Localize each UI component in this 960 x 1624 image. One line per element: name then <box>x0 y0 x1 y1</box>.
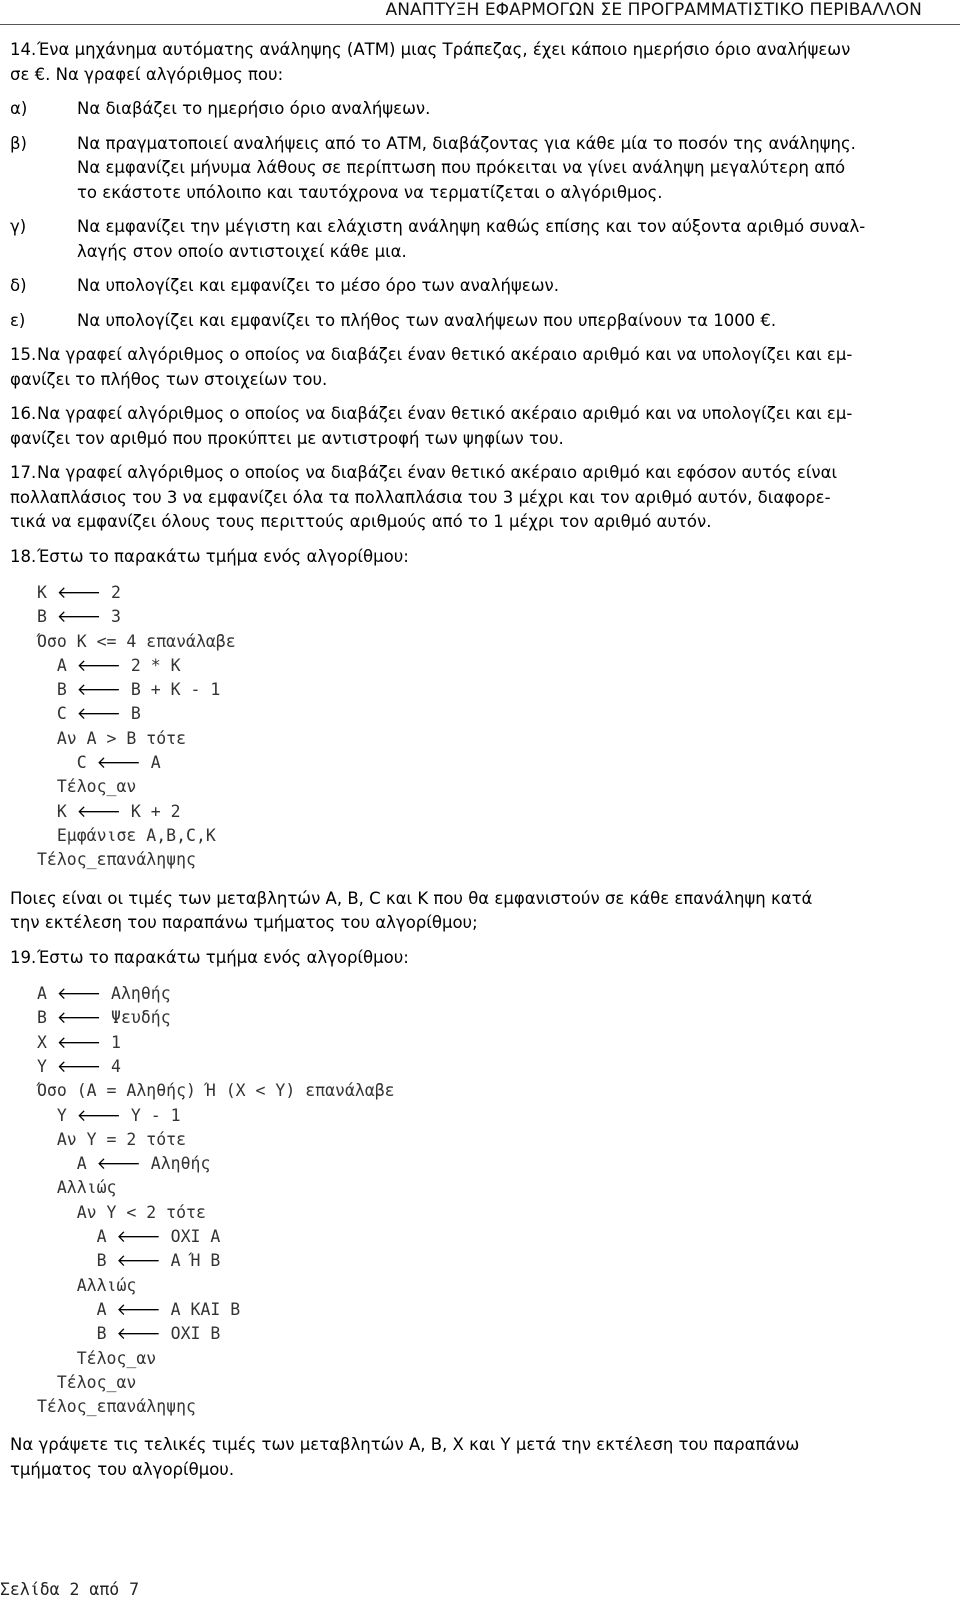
assign-arrow-icon: 🡐 <box>56 984 102 1004</box>
question-17 <box>10 461 930 535</box>
subitem-label: γ) <box>10 217 27 236</box>
code-line <box>37 1006 930 1030</box>
code-line <box>37 1152 930 1176</box>
code-text: Αν Υ < 2 τότε <box>37 1202 206 1222</box>
header-rule <box>0 24 960 25</box>
code-line <box>37 1371 930 1395</box>
code-text: Α <box>37 655 77 675</box>
question-text: Να γραφεί αλγόριθμος ο οποίος να διαβάζει έναν θετικό ακέραιο αριθμό και εφόσον αυτός είναι <box>37 463 838 482</box>
assign-arrow-icon: 🡐 <box>56 607 102 627</box>
question-text: Έστω το παρακάτω τμήμα ενός αλγορίθμου: <box>37 947 409 967</box>
assign-arrow-icon: 🡐 <box>76 1105 121 1125</box>
code-text: Β <box>37 607 57 627</box>
code-line <box>37 702 930 726</box>
code-text: Ψευδής <box>101 1008 171 1028</box>
code-text: Χ <box>37 1032 57 1052</box>
code-line <box>37 1079 930 1103</box>
code-text: 4 <box>101 1056 121 1076</box>
code-block <box>37 581 930 873</box>
code-line <box>37 727 930 751</box>
code-text: Όσο Κ <= 4 επανάλαβε <box>37 631 236 651</box>
code-line <box>37 800 930 824</box>
code-line <box>37 678 930 702</box>
code-line <box>37 1298 930 1322</box>
assign-arrow-icon: 🡐 <box>116 1251 161 1271</box>
subitem-label: ε) <box>10 310 26 330</box>
subitem-c <box>10 215 930 264</box>
question-text: φανίζει τον αριθμό που προκύπτει με αντιστροφή των ψηφίων του. <box>10 428 564 448</box>
code-line <box>37 1322 930 1346</box>
code-text: Β <box>37 1251 117 1271</box>
question-18 <box>10 545 930 936</box>
code-text: Τέλος_αν <box>37 777 137 797</box>
code-line <box>37 1201 930 1225</box>
code-text: Αν Υ = 2 τότε <box>37 1129 187 1149</box>
subitem-label: β) <box>10 133 27 153</box>
assign-arrow-icon: 🡐 <box>56 1056 102 1076</box>
code-line <box>37 824 930 848</box>
question-19 <box>10 946 930 1483</box>
code-text: Α <box>37 984 57 1004</box>
code-line <box>37 1176 930 1200</box>
code-line <box>37 630 930 654</box>
code-line <box>37 751 930 775</box>
code-text: Κ <box>37 583 57 602</box>
question-number: 18. <box>10 546 37 566</box>
assign-arrow-icon: 🡐 <box>116 1324 161 1344</box>
question-number: 19. <box>10 947 37 967</box>
subitem-label: δ) <box>10 276 27 295</box>
question-text: φανίζει το πλήθος των στοιχείων του. <box>10 369 328 389</box>
assign-arrow-icon: 🡐 <box>56 583 102 602</box>
subitem-label: α) <box>10 99 28 118</box>
running-header: ΑΝΑΠΤΥΞΗ ΕΦΑΡΜΟΓΩΝ ΣΕ ΠΡΟΓΡΑΜΜΑΤΙΣΤΙΚΟ ΠΕΡΙΒΑΛΛΟΝ <box>385 0 922 20</box>
code-line <box>37 654 930 678</box>
code-text: Α <box>140 753 161 773</box>
question-text: πολλαπλάσιος του 3 να εμφανίζει όλα τα πολλαπλάσια του 3 μέχρι και τον αριθμό αυτόν, διαφορε- <box>10 487 831 507</box>
subitem-text: Να εμφανίζει την μέγιστη και ελάχιστη ανάληψη καθώς επίσης και τον αύξοντα αριθμό συναλ- <box>77 217 866 236</box>
assign-arrow-icon: 🡐 <box>76 655 121 675</box>
code-line <box>37 775 930 799</box>
code-text: Αληθής <box>101 984 171 1004</box>
code-text: Β <box>37 1008 57 1028</box>
code-text: ΟΧΙ Β <box>160 1324 221 1344</box>
subitem-text: το εκάστοτε υπόλοιπο και ταυτόχρονα να τερματίζεται ο αλγόριθμος. <box>77 182 663 202</box>
assign-arrow-icon: 🡐 <box>56 1008 102 1028</box>
question-number: 15. <box>10 345 37 364</box>
code-text: Κ <box>37 801 77 821</box>
code-text: Όσο (Α = Αληθής) Ή (Χ < Υ) επανάλαβε <box>37 1081 395 1101</box>
assign-arrow-icon: 🡐 <box>96 753 141 773</box>
assign-arrow-icon: 🡐 <box>76 704 121 724</box>
question-text: σε €. Να γραφεί αλγόριθμος που: <box>10 64 284 84</box>
code-text: Αλλιώς <box>37 1178 117 1198</box>
assign-arrow-icon: 🡐 <box>76 680 121 700</box>
code-text: Αλλιώς <box>37 1275 137 1295</box>
question-15 <box>10 343 930 392</box>
code-text: Αν Α > Β τότε <box>37 728 187 748</box>
code-text: Α <box>37 1227 117 1247</box>
subitem-text: Να πραγματοποιεί αναλήψεις από το ΑΤΜ, διαβάζοντας για κάθε μία το ποσόν της ανάληψης. <box>77 133 856 153</box>
code-text: Τέλος_αν <box>37 1348 157 1368</box>
question-text: Να γραφεί αλγόριθμος ο οποίος να διαβάζει έναν θετικό ακέραιο αριθμό και να υπολογίζει και εμ- <box>37 404 853 423</box>
code-text: Β <box>121 704 141 724</box>
question-number: 14. <box>10 40 37 59</box>
subitem-d <box>10 274 930 299</box>
code-text: Α ΚΑΙ Β <box>160 1299 241 1319</box>
code-text: 2 * Κ <box>121 655 181 675</box>
subitem-text: Να διαβάζει το ημερήσιο όριο αναλήψεων. <box>77 99 431 118</box>
code-text: Β + Κ - 1 <box>121 680 221 700</box>
assign-arrow-icon: 🡐 <box>76 801 121 821</box>
subitem-text: Να εμφανίζει μήνυμα λάθους σε περίπτωση που πρόκειται να γίνει ανάληψη μεγαλύτερη από <box>77 158 846 177</box>
question-text: τμήματος του αλγορίθμου. <box>10 1459 235 1479</box>
code-line <box>37 1128 930 1152</box>
question-text: Ένα μηχάνημα αυτόματης ανάληψης (ΑΤΜ) μιας Τράπεζας, έχει κάποιο ημερήσιο όριο αναλήψεων <box>37 40 851 59</box>
code-line <box>37 1031 930 1055</box>
question-14 <box>10 38 930 333</box>
code-text: Εμφάνισε Α,Β,C,Κ <box>37 825 216 845</box>
question-text: Να γραφεί αλγόριθμος ο οποίος να διαβάζει έναν θετικό ακέραιο αριθμό και να υπολογίζει και εμ- <box>37 345 853 364</box>
code-text: Α <box>37 1299 117 1319</box>
code-line <box>37 1274 930 1298</box>
code-text: Τέλος_επανάληψης <box>37 1397 196 1417</box>
exercise-list <box>10 28 930 1482</box>
assign-arrow-icon: 🡐 <box>116 1299 161 1319</box>
code-text: 3 <box>101 607 121 627</box>
question-number: 17. <box>10 463 37 482</box>
code-line <box>37 1249 930 1273</box>
page-footer: Σελίδα 2 από 7 <box>0 1580 140 1599</box>
subitem-text: Να υπολογίζει και εμφανίζει το πλήθος των αναλήψεων που υπερβαίνουν τα 1000 €. <box>77 310 777 330</box>
question-16 <box>10 402 930 451</box>
code-text: Α Ή Β <box>160 1251 221 1271</box>
code-text: Υ <box>37 1105 77 1125</box>
question-text: την εκτέλεση του παραπάνω τμήματος του αλγορίθμου; <box>10 913 478 933</box>
assign-arrow-icon: 🡐 <box>96 1154 141 1174</box>
code-text: Κ + 2 <box>121 801 181 821</box>
code-text: Υ <box>37 1056 57 1076</box>
code-text: Τέλος_επανάληψης <box>37 850 196 870</box>
assign-arrow-icon: 🡐 <box>116 1227 161 1247</box>
question-text: Ποιες είναι οι τιμές των μεταβλητών Α, Β, C και Κ που θα εμφανιστούν σε κάθε επανάληψη κατά <box>10 888 813 908</box>
code-line <box>37 1104 930 1128</box>
code-text: 1 <box>101 1032 121 1052</box>
code-text: 2 <box>101 583 121 602</box>
code-block <box>37 982 930 1419</box>
code-line <box>37 982 930 1006</box>
code-line <box>37 605 930 629</box>
code-text: C <box>37 753 97 773</box>
subitem-text: λαγής στον οποίο αντιστοιχεί κάθε μια. <box>77 241 407 261</box>
code-line <box>37 1347 930 1371</box>
code-text: Α <box>37 1154 97 1174</box>
subitem-b <box>10 132 930 206</box>
code-text: Τέλος_αν <box>37 1372 137 1392</box>
question-text: Έστω το παρακάτω τμήμα ενός αλγορίθμου: <box>37 546 409 566</box>
subitem-a <box>10 97 930 122</box>
code-text: ΟΧΙ Α <box>160 1227 221 1247</box>
code-line <box>37 848 930 872</box>
code-line <box>37 1055 930 1079</box>
subitem-text: Να υπολογίζει και εμφανίζει το μέσο όρο των αναλήψεων. <box>77 276 559 295</box>
code-text: Αληθής <box>140 1154 211 1174</box>
assign-arrow-icon: 🡐 <box>56 1032 102 1052</box>
code-text: Β <box>37 1324 117 1344</box>
code-text: C <box>37 704 77 724</box>
code-line <box>37 581 930 605</box>
code-text: Β <box>37 680 77 700</box>
code-line <box>37 1395 930 1419</box>
code-line <box>37 1225 930 1249</box>
subitem-e <box>10 309 930 334</box>
code-text: Υ - 1 <box>121 1105 181 1125</box>
question-text: τικά να εμφανίζει όλους τους περιττούς αριθμούς από το 1 μέχρι τον αριθμό αυτόν. <box>10 512 712 531</box>
question-number: 16. <box>10 404 37 423</box>
question-text: Να γράψετε τις τελικές τιμές των μεταβλητών Α, Β, Χ και Υ μετά την εκτέλεση του παραπάνω <box>10 1435 800 1455</box>
